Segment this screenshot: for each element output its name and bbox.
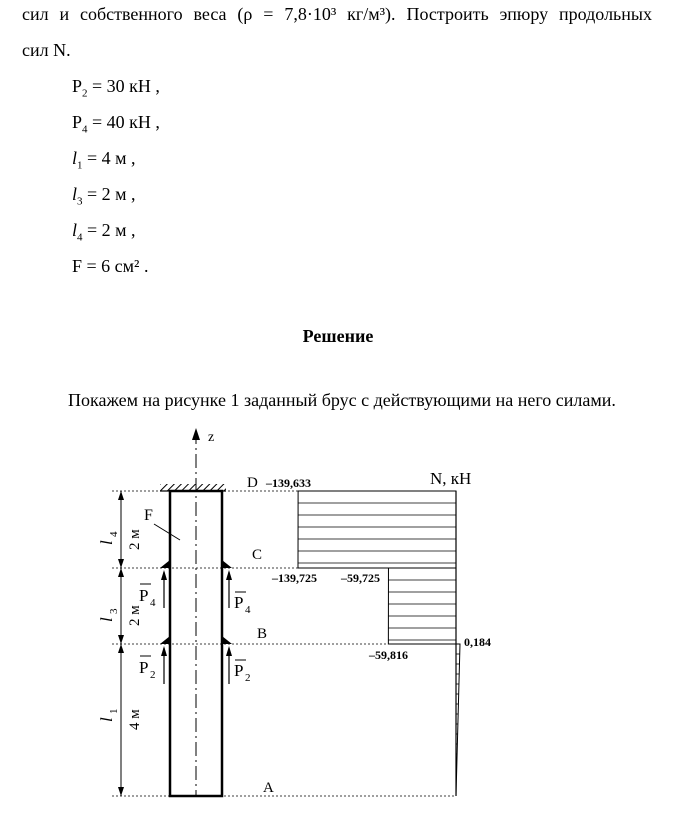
svg-text:4: 4: [150, 597, 156, 609]
problem-text-line-1: сил и собственного веса (ρ = 7,8·10³ кг/м³). Построить эпюру продольных: [22, 4, 652, 24]
svg-text:4: 4: [245, 604, 251, 616]
param-p4: $P_4 = 40$ кН ,: [72, 112, 160, 136]
force-p2-left-label: [139, 656, 156, 681]
value-label-b-left: –59,816: [369, 648, 408, 662]
n-diagram: [298, 491, 460, 796]
z-axis-arrow: [192, 428, 200, 440]
param-f: F = 6 см² .: [72, 256, 149, 276]
force-p2-left-head: [161, 646, 167, 656]
dim-arrow-5: [118, 644, 124, 653]
force-p2-left-wedge: [160, 636, 170, 644]
force-p4-right-wedge: [222, 560, 232, 568]
area-label: F: [144, 507, 153, 524]
force-p4-left-head: [161, 570, 167, 580]
force-p4-left-label: [139, 584, 156, 609]
area-leader: [154, 524, 180, 540]
z-axis-label: z: [208, 430, 215, 445]
segment-label-l3: [97, 608, 120, 622]
dim-arrow-4: [118, 635, 124, 644]
svg-text:2: 2: [245, 672, 251, 684]
segment-length-l3: 2 м: [127, 605, 143, 626]
problem-text-line-2: сил N.: [22, 40, 71, 60]
param-p2: $P_2 = 30$ кН ,: [72, 76, 160, 100]
dim-arrow-1: [118, 491, 124, 500]
n-section-dc: [298, 491, 456, 568]
force-p4-right-head: [226, 570, 232, 580]
value-label-d: –139,633: [266, 476, 311, 490]
segment-label-l1: [97, 709, 120, 723]
svg-text:P: P: [234, 593, 244, 612]
svg-text:P: P: [234, 661, 244, 680]
svg-text:l: l: [97, 717, 116, 722]
svg-text:P: P: [139, 586, 149, 605]
solution-heading: Решение: [302, 326, 374, 346]
svg-text:l: l: [97, 617, 116, 622]
segment-length-l4: 2 м: [127, 529, 143, 550]
param-l4: $l_4 = 2$ м ,: [72, 220, 136, 244]
force-p2-right-head: [226, 646, 232, 656]
point-a-label: A: [263, 780, 274, 796]
force-p4-right-label: [234, 592, 251, 616]
point-d-label: D: [247, 475, 258, 491]
value-label-b-right: 0,184: [464, 635, 491, 649]
n-section-cb: [388, 568, 456, 644]
dim-arrow-2: [118, 559, 124, 568]
force-p2-right-wedge: [222, 636, 232, 644]
svg-text:3: 3: [108, 608, 120, 614]
param-l1: $l_1 = 4$ м ,: [72, 148, 136, 172]
svg-text:l: l: [97, 540, 116, 545]
figure-caption: Покажем на рисунке 1 заданный брус с действующими на него силами.: [68, 390, 616, 410]
dim-arrow-3: [118, 568, 124, 577]
svg-text:P: P: [139, 658, 149, 677]
svg-text:4: 4: [108, 531, 120, 537]
segment-length-l1: 4 м: [127, 709, 143, 730]
dim-arrow-6: [118, 787, 124, 796]
svg-text:1: 1: [108, 708, 120, 714]
force-p4-left-wedge: [160, 560, 170, 568]
diagram-title: N, кН: [430, 469, 472, 488]
point-b-label: B: [257, 626, 268, 642]
force-p2-right-label: [234, 660, 251, 684]
value-label-c-left: –139,725: [272, 571, 317, 585]
segment-label-l4: [97, 531, 120, 545]
param-l3: $l_3 = 2$ м ,: [72, 184, 136, 208]
point-c-label: C: [252, 547, 263, 563]
svg-text:2: 2: [150, 669, 156, 681]
value-label-c-right: –59,725: [341, 571, 380, 585]
